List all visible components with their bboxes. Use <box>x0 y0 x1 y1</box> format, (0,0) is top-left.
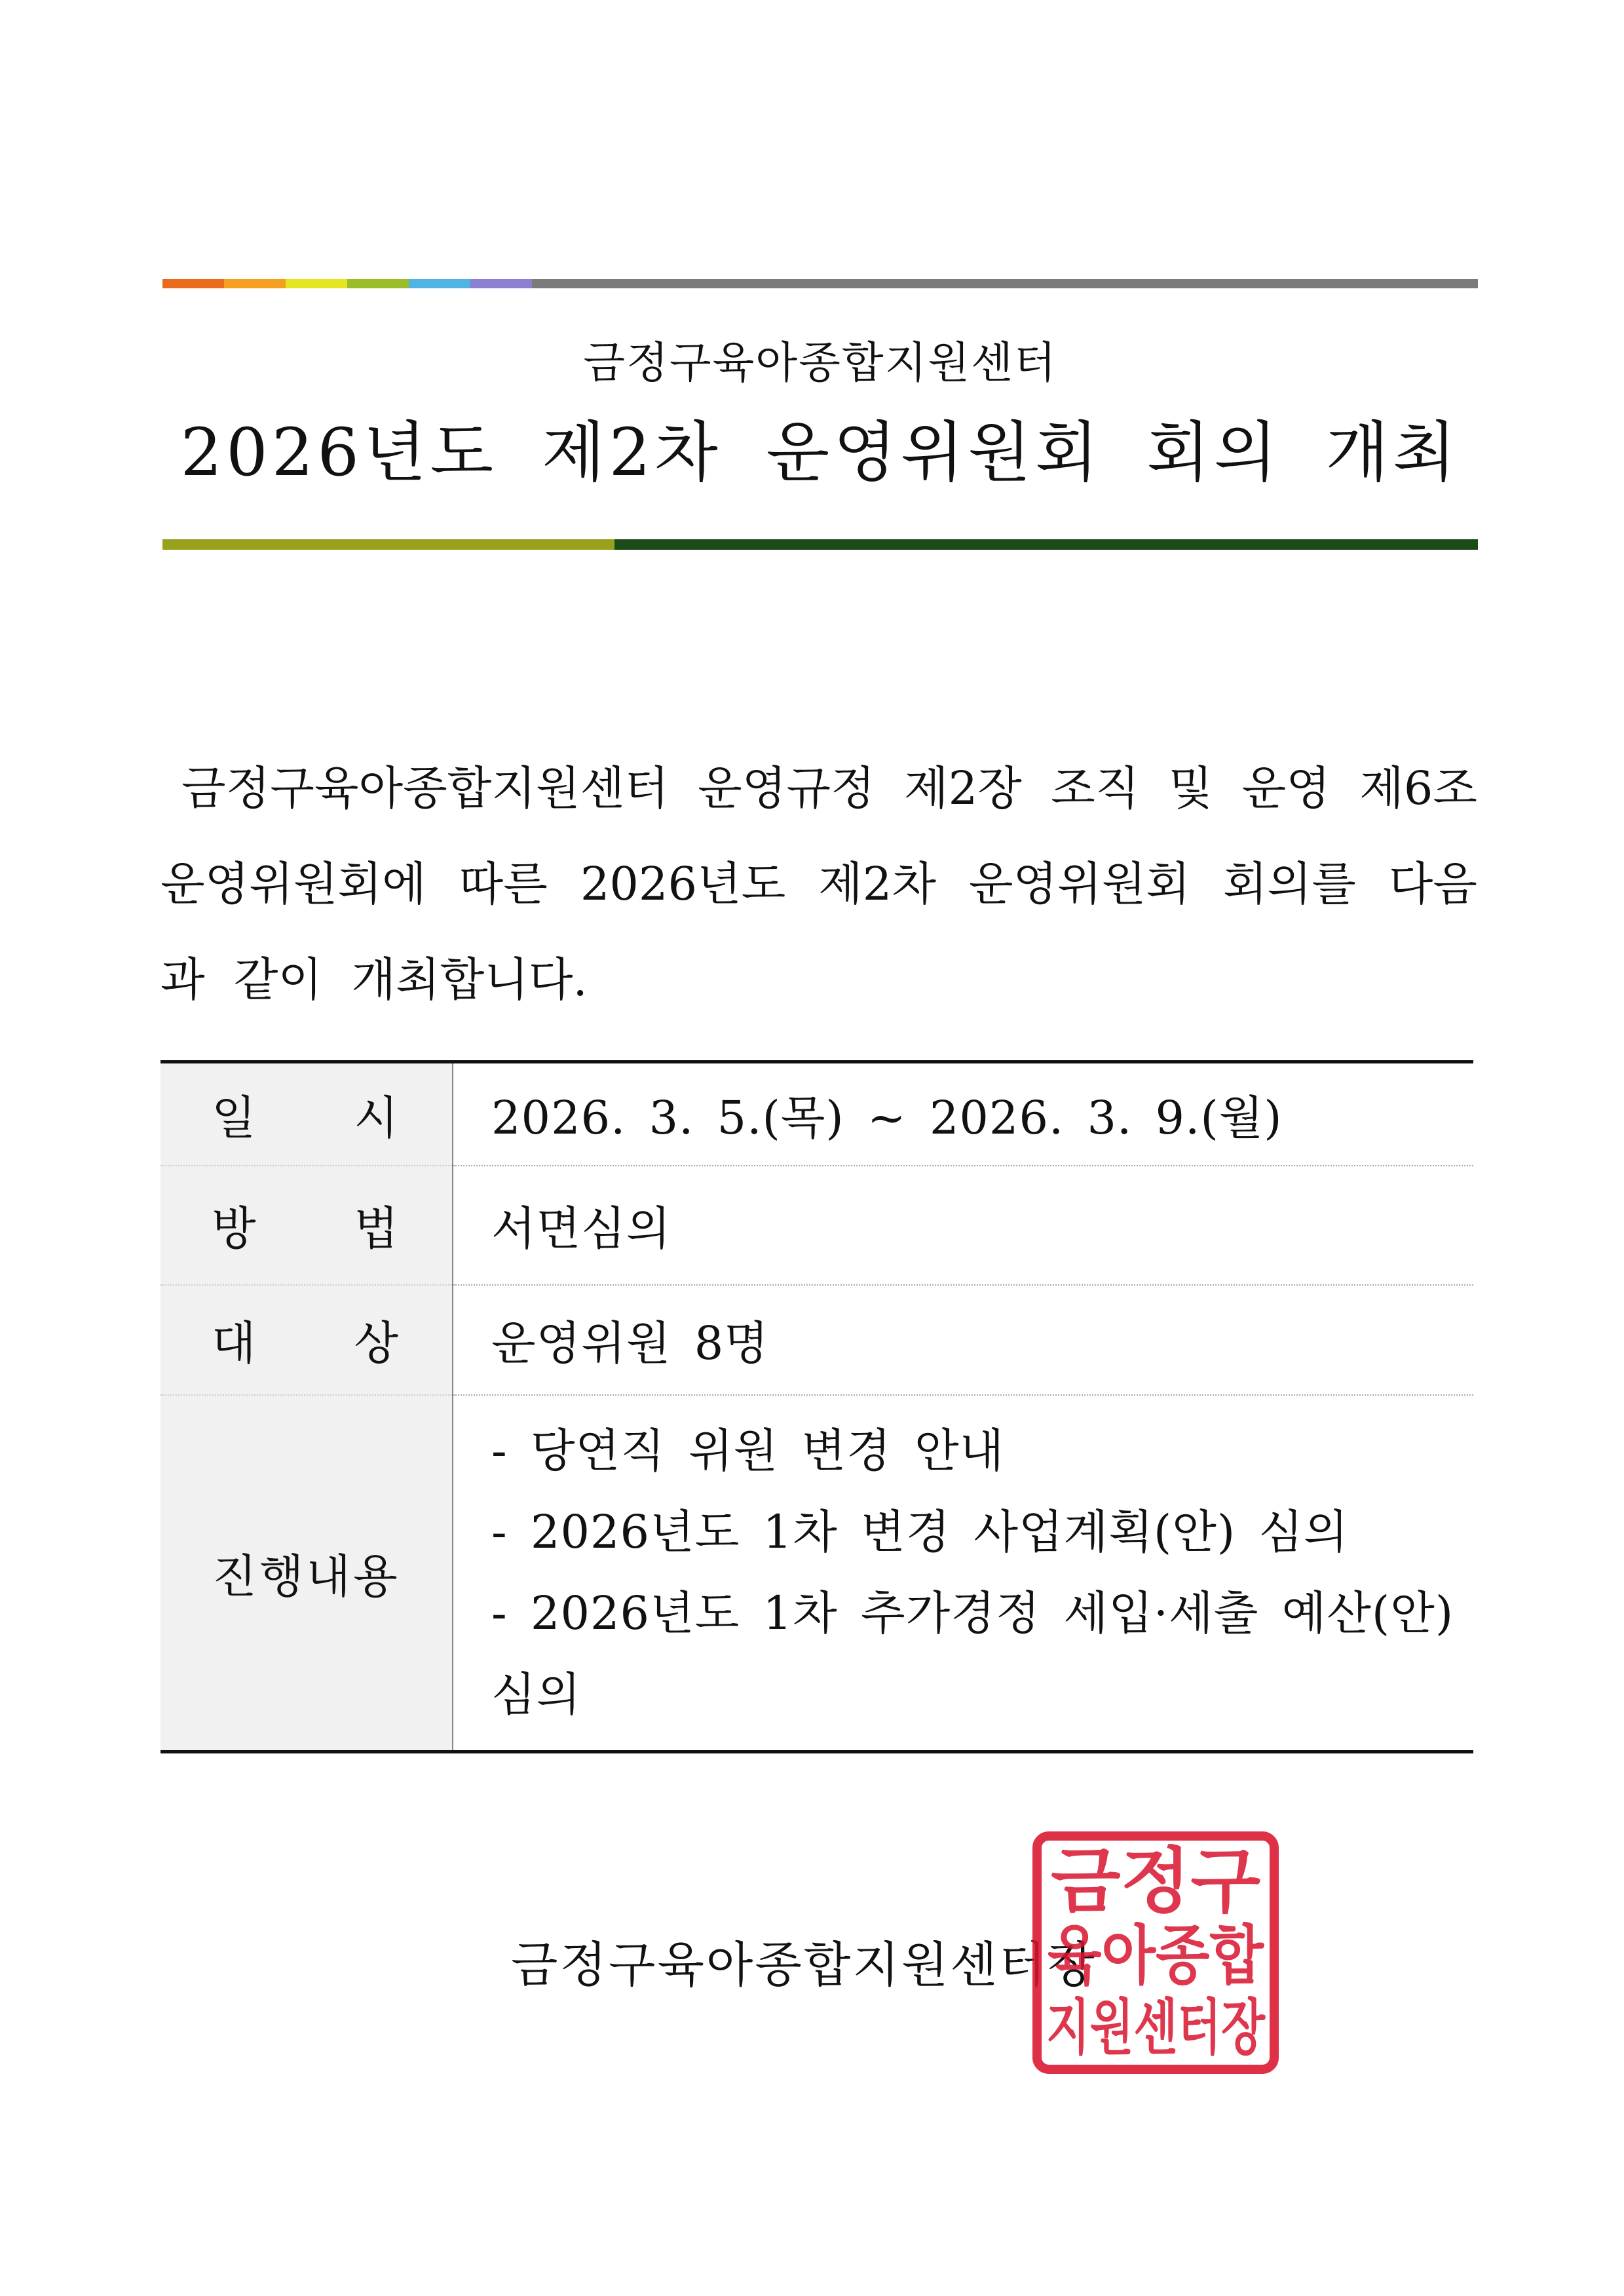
rule-segment <box>409 279 470 288</box>
svg-text:육아종합: 육아종합 <box>1048 1919 1265 1993</box>
table-row-agenda <box>161 1395 1473 1752</box>
table-row-method <box>161 1166 1473 1285</box>
value-agenda <box>453 1395 1473 1752</box>
label-target <box>161 1285 453 1395</box>
label-agenda: 진행내용 <box>161 1395 453 1752</box>
official-seal-stamp <box>1032 1828 1281 2077</box>
label-date <box>161 1062 453 1166</box>
rule-segment <box>224 279 286 288</box>
value-method: 서면심의 <box>453 1166 1473 1285</box>
label-method <box>161 1166 453 1285</box>
label-char: 법 <box>354 1202 401 1255</box>
organization-heading: 금정구육아종합지원센터 <box>583 337 1057 388</box>
label-char: 시 <box>354 1090 401 1145</box>
meeting-info-table <box>161 1060 1473 1753</box>
rule-segment <box>347 279 409 288</box>
label-char: 대 <box>212 1316 259 1370</box>
agenda-list <box>491 1410 1473 1735</box>
rule-segment <box>162 279 224 288</box>
rule-segment <box>470 279 532 288</box>
table-row-target <box>161 1285 1473 1395</box>
label-char: 상 <box>354 1316 401 1370</box>
svg-text:금정구: 금정구 <box>1051 1841 1260 1923</box>
list-item: - 당연직 위원 변경 안내 <box>491 1424 1005 1478</box>
rule-segment <box>614 539 1478 550</box>
rule-segment <box>286 279 347 288</box>
value-date: 2026. 3. 5.(목) ~ 2026. 3. 9.(월) <box>491 1090 1283 1145</box>
rule-segment <box>162 539 614 550</box>
svg-text:지원센터장: 지원센터장 <box>1046 1993 1266 2063</box>
value-target: 운영위원 8명 <box>453 1285 1473 1395</box>
bottom-color-rule <box>162 539 1478 550</box>
top-color-rule <box>162 279 1478 288</box>
rule-segment <box>532 279 1478 288</box>
list-item: - 2026년도 1차 추가경정 세입·세출 예산(안) 심의 <box>491 1586 1454 1722</box>
body-paragraph: 금정구육아종합지원센터 운영규정 제2장 조직 및 운영 제6조 운영위원회에 따른 2026년도 제2차 운영위원회 회의를 다음과 같이 개최합니다. <box>161 761 1477 1006</box>
table-row-date <box>161 1062 1473 1166</box>
page-title: 2026년도 제2차 운영위원회 회의 개최 <box>180 414 1460 491</box>
label-char: 일 <box>212 1090 259 1145</box>
list-item: - 2026년도 1차 변경 사업계획(안) 심의 <box>491 1505 1349 1559</box>
label-char: 방 <box>212 1202 259 1255</box>
signature-line: 금정구육아종합지원센터장 <box>511 1937 1097 1993</box>
